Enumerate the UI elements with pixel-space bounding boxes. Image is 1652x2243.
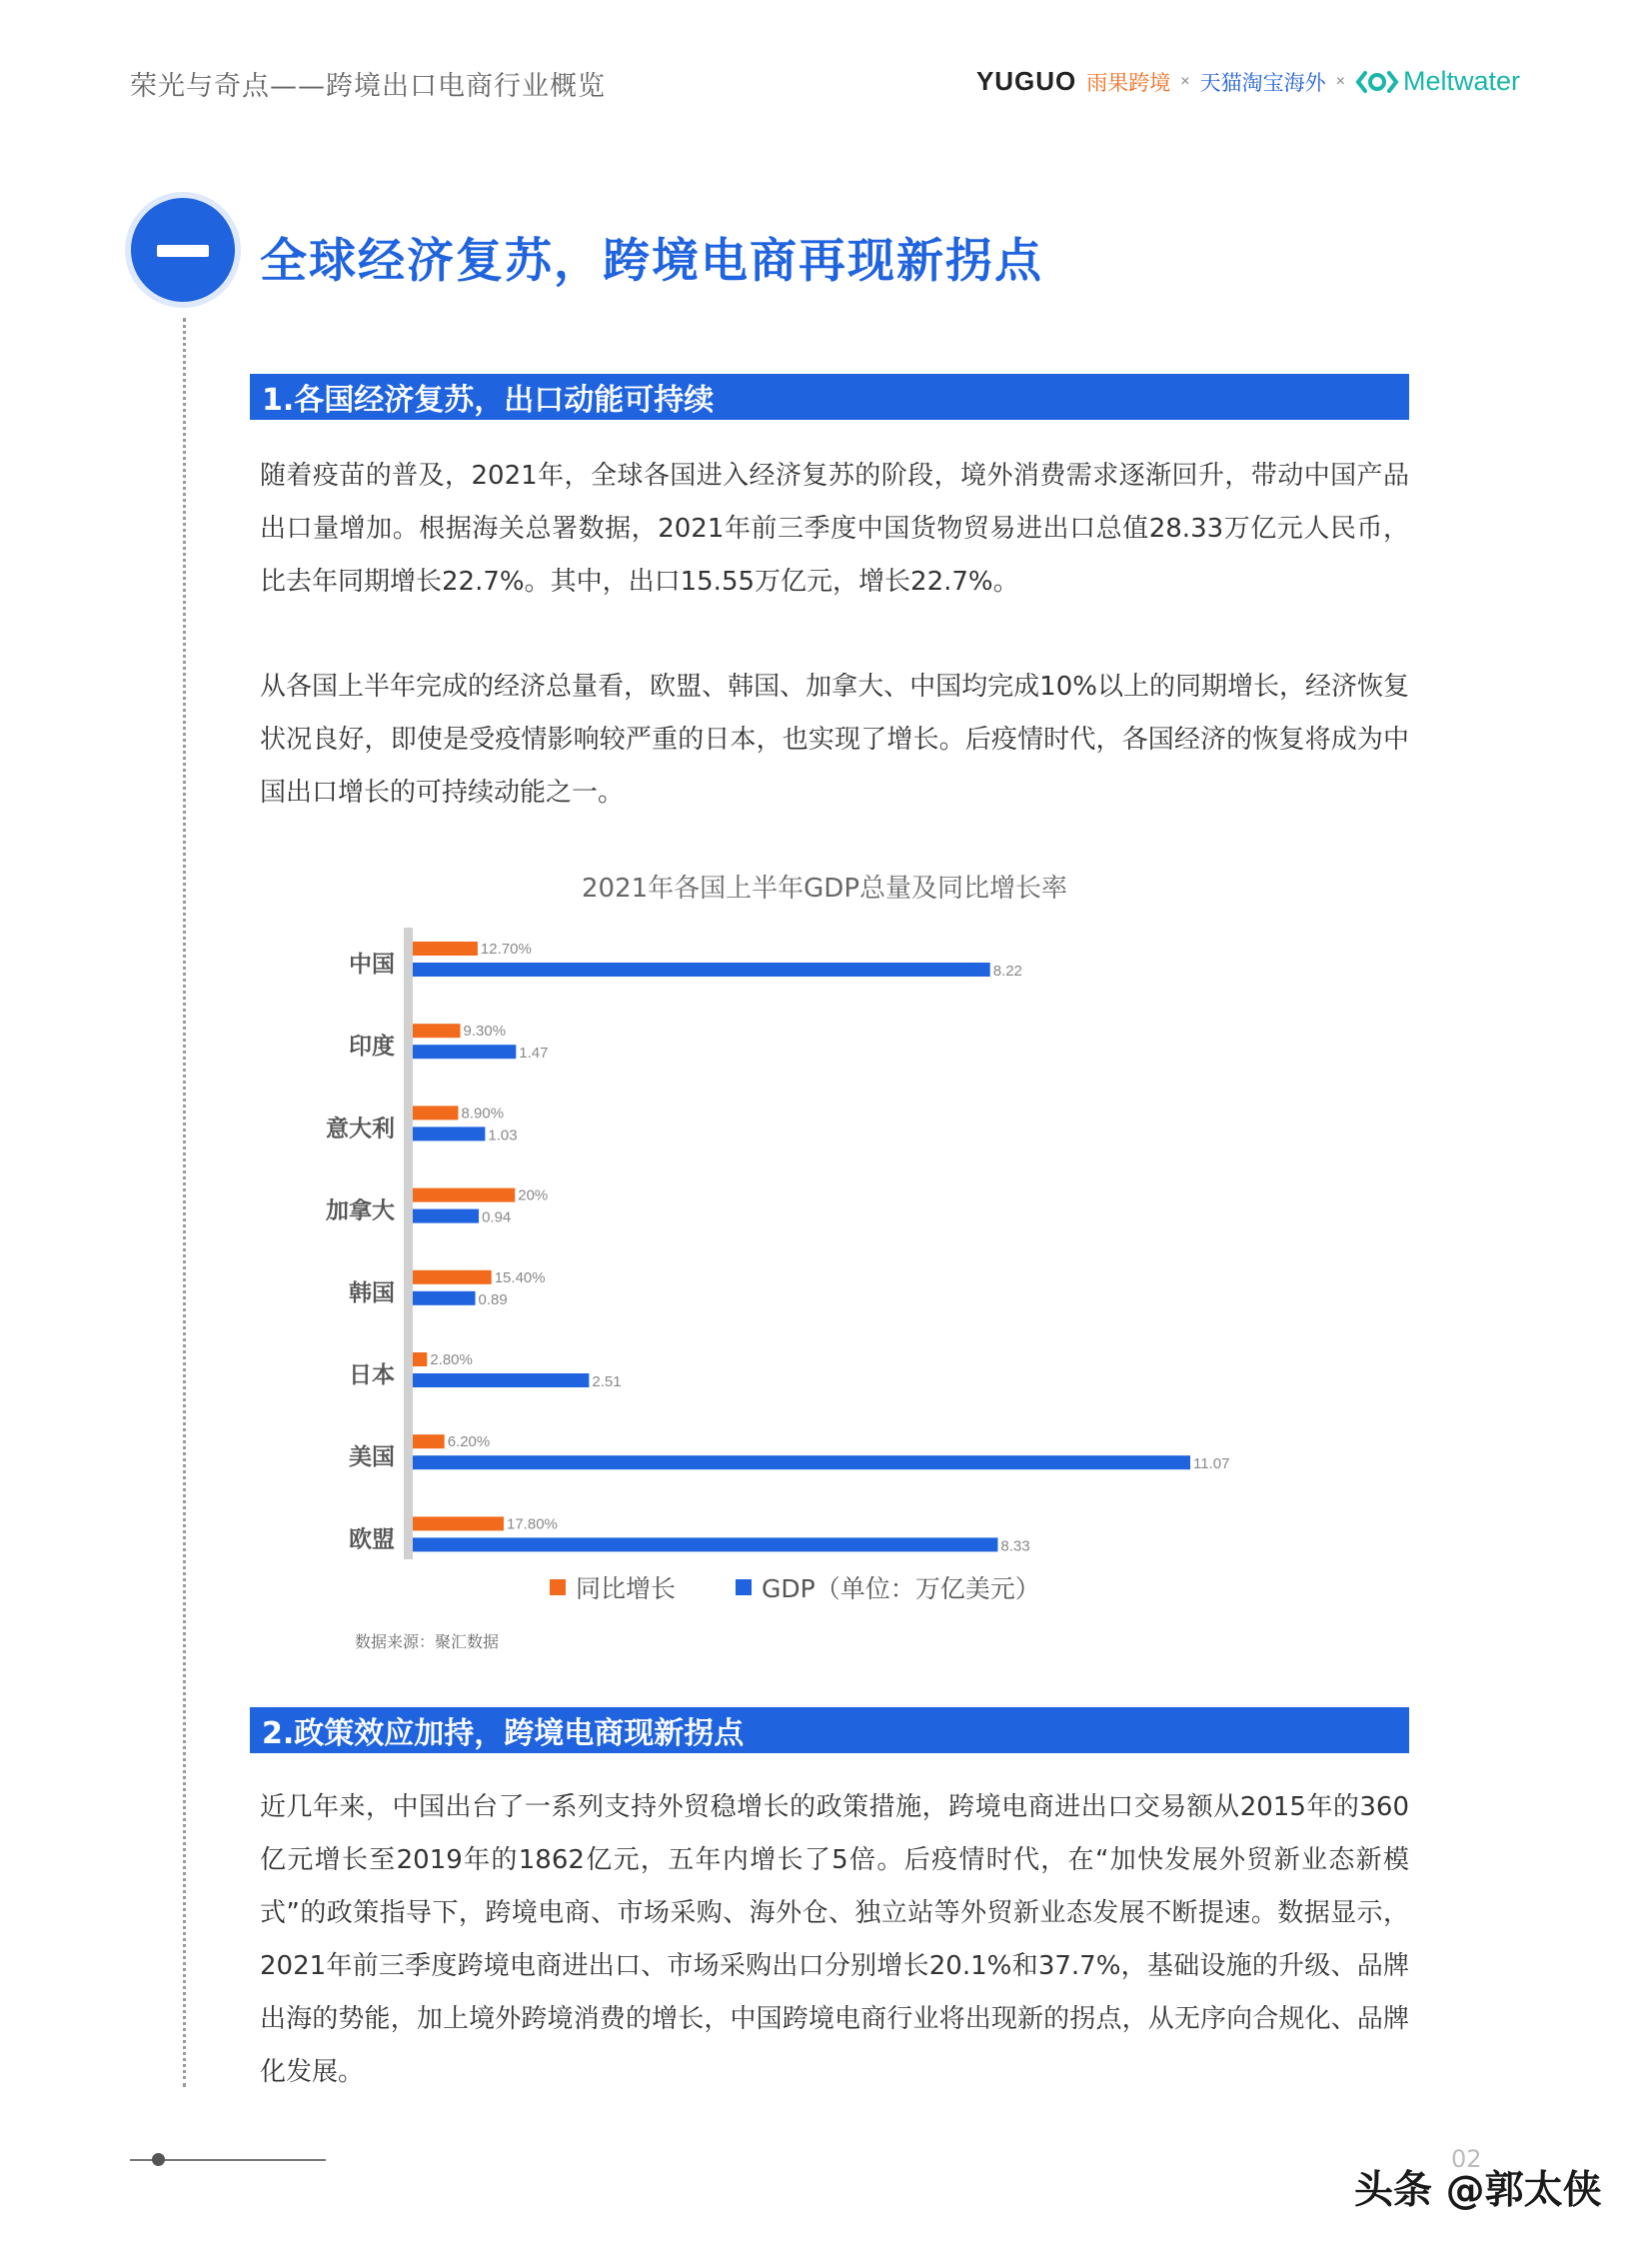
brand-separator: × [1335,72,1345,90]
gdp-bar [413,1126,485,1140]
brand-logos [976,66,1520,97]
growth-bar [413,1352,427,1366]
category-label: 欧盟 [349,1526,395,1553]
growth-data-label: 9.30% [463,1023,507,1041]
legend-item-growth [550,1569,676,1605]
category-label: 中国 [349,952,395,978]
growth-bar [413,1188,515,1202]
subsection-1-header [250,374,1409,420]
gdp-data-label: 1.47 [519,1045,549,1063]
legend-swatch-orange [550,1579,566,1595]
subsection-2-title: 2.政策效应加持，跨境电商现新拐点 [262,1716,745,1751]
growth-bar [413,1106,459,1120]
growth-bar [413,1516,504,1530]
gdp-bar [413,1373,589,1387]
section-one-mark [157,245,209,257]
page-number: 02 [1451,2145,1482,2173]
growth-data-label: 17.80% [507,1515,558,1533]
gdp-bar [413,1455,1190,1469]
category-label: 美国 [349,1444,395,1471]
category-label: 加拿大 [326,1197,395,1224]
growth-data-label: 20% [518,1186,549,1204]
legend-swatch-blue [736,1579,752,1595]
gdp-data-label: 11.07 [1193,1455,1230,1473]
brand-separator: × [1180,72,1190,90]
gdp-data-label: 0.94 [482,1208,512,1226]
yuguo-logo: YUGUO [975,66,1077,96]
growth-data-label: 8.90% [461,1105,505,1122]
chart-title: 2021年各国上半年GDP总量及同比增长率 [581,874,1067,904]
gdp-bar-chart [300,920,1399,1559]
gdp-bar [413,963,990,977]
category-label: 日本 [349,1362,395,1388]
footer-dot [152,2153,165,2166]
gdp-bar [413,1209,479,1223]
category-label: 韩国 [349,1279,395,1306]
growth-bar [413,942,478,956]
subsection-1-title: 1.各国经济复苏，出口动能可持续 [262,383,715,418]
legend-label-growth: 同比增长 [576,1574,677,1603]
growth-data-label: 15.40% [494,1268,546,1286]
tmall-logo: 天猫淘宝海外 [1199,71,1326,95]
y-axis-band [404,928,413,1559]
paragraph-2: 从各国上半年完成的经济总量看，欧盟、韩国、加拿大、中国均完成10%以上的同期增长，经济恢复状况良好，即使是受疫情影响较严重的日本，也实现了增长。后疫情时代，各国经济的恢复将成为中国出口增长的可持续动能之一。 [260,672,1409,808]
paragraph-1: 随着疫苗的普及，2021年，全球各国进入经济复苏的阶段，境外消费需求逐渐回升，带动中国产品出口量增加。根据海关总署数据，2021年前三季度中国货物贸易进出口总值28.33万亿元人民币，比去年同期增长22.7%。其中，出口15.55万亿元，增长22.7%。 [260,461,1409,597]
gdp-bar [413,1045,516,1059]
watermark: 头条 @郭太侠 [1354,2168,1602,2213]
gdp-data-label: 0.89 [478,1290,508,1308]
gdp-data-label: 2.51 [592,1373,622,1390]
subsection-2-header [250,1707,1409,1753]
gdp-data-label: 8.22 [992,963,1022,980]
growth-bar [413,1434,445,1448]
paragraph-3: 近几年来，中国出台了一系列支持外贸稳增长的政策措施，跨境电商进出口交易额从2015年的360亿元增长至2019年的1862亿元，五年内增长了5倍。后疫情时代，在“加快发展外贸新业态新模式”的政策指导下，跨境电商、市场采购、海外仓、独立站等外贸新业态发展不断提速。数据显示，2021年前三季度跨境电商进出口、市场采购出口分别增长20.1%和37.7%，基础设施的升级、品牌出海的势能，加上境外跨境消费的增长，中国跨境电商行业将出现新的拐点，从无序向合规化、品牌化发展。 [260,1792,1409,2087]
document-header-title: 荣光与奇点——跨境出口电商行业概览 [130,71,606,102]
gdp-data-label: 8.33 [1000,1537,1030,1555]
gdp-bar [413,1537,997,1551]
growth-bar [413,1024,461,1038]
meltwater-icon [1355,69,1399,95]
legend-item-gdp [736,1569,1040,1605]
growth-bar [413,1270,492,1284]
data-source-note: 数据来源：聚汇数据 [355,1632,500,1651]
growth-data-label: 2.80% [430,1351,473,1368]
meltwater-label: Meltwater [1402,66,1520,96]
growth-data-label: 6.20% [447,1433,491,1451]
section-number-badge [131,198,235,302]
category-label: 意大利 [326,1116,395,1142]
gdp-data-label: 1.03 [488,1126,518,1144]
category-label: 印度 [349,1034,395,1061]
section-title: 全球经济复苏，跨境电商再现新拐点 [260,234,1043,289]
chart-legend [550,1569,1040,1605]
growth-data-label: 12.70% [480,941,532,958]
gdp-bar [413,1291,476,1305]
yuguo-cn-label: 雨果跨境 [1086,71,1171,95]
meltwater-logo [1355,66,1520,97]
legend-label-gdp: GDP（单位：万亿美元） [762,1574,1040,1603]
timeline-dotted-line [183,318,186,2087]
